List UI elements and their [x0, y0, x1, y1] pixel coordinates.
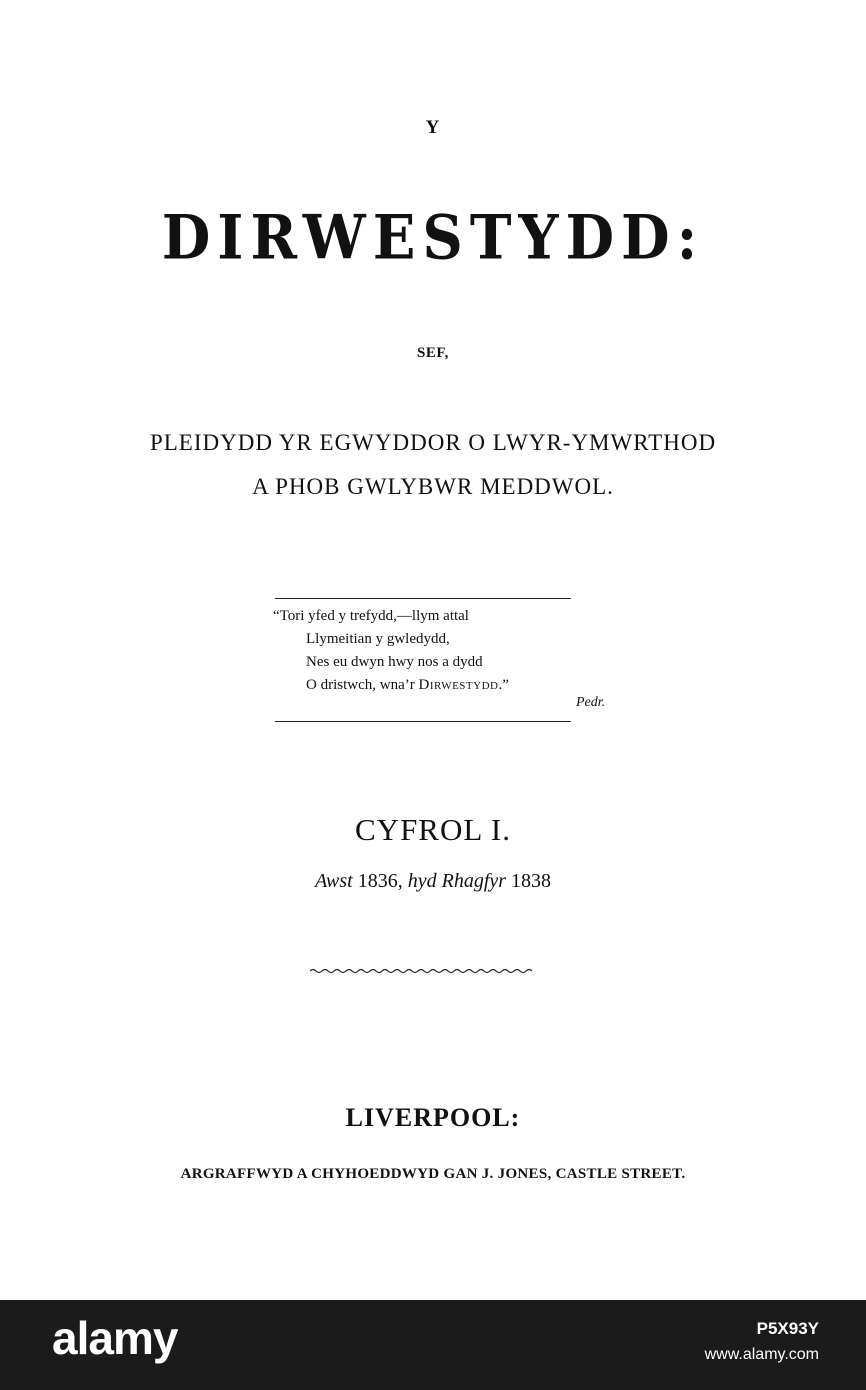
epigraph-top-rule [275, 598, 571, 599]
heading-small: Y [425, 117, 441, 138]
epigraph-line-4-start: O dristwch, wna’r [306, 677, 419, 693]
date-end-year: 1838 [511, 870, 552, 892]
epigraph-line-3: Nes eu dwyn hwy nos a dydd [306, 654, 483, 670]
subtitle-line-1: PLEIDYDD YR EGWYDDOR O LWYR-YMWRTHOD [149, 430, 717, 455]
epigraph-line-4-smallcaps: Dirwestydd [418, 677, 499, 693]
subtitle-line-2: A PHOB GWLYBWR MEDDWOL. [252, 474, 614, 499]
epigraph-bottom-rule [275, 721, 571, 722]
stock-logo: alamy [52, 1312, 178, 1364]
volume-number: CYFROL I. [355, 812, 511, 847]
date-middle-label: hyd Rhagfyr [407, 870, 507, 892]
date-start-year: 1836, [357, 870, 403, 892]
epigraph-line-2: Llymeitian y gwledydd, [306, 631, 450, 647]
stock-url: www.alamy.com [704, 1346, 819, 1363]
epigraph [273, 605, 593, 697]
date-start-label: Awst [314, 870, 353, 892]
epigraph-line-4 [273, 674, 593, 697]
imprint-line: ARGRAFFWYD A CHYHOEDDWYD GAN J. JONES, CASTLE STREET. [180, 1166, 686, 1182]
epigraph-line-1: “Tori yfed y trefydd,—llym attal [273, 608, 469, 624]
epigraph-attribution: Pedr. [576, 695, 606, 710]
stock-image-id: P5X93Y [756, 1319, 819, 1338]
publication-place: LIVERPOOL: [345, 1103, 521, 1132]
date-range [0, 870, 866, 893]
epigraph-line-4-end: .” [498, 677, 509, 693]
wavy-divider [310, 966, 532, 976]
connector-word: SEF, [417, 345, 449, 361]
main-title: DIRWESTYDD: [161, 202, 705, 274]
